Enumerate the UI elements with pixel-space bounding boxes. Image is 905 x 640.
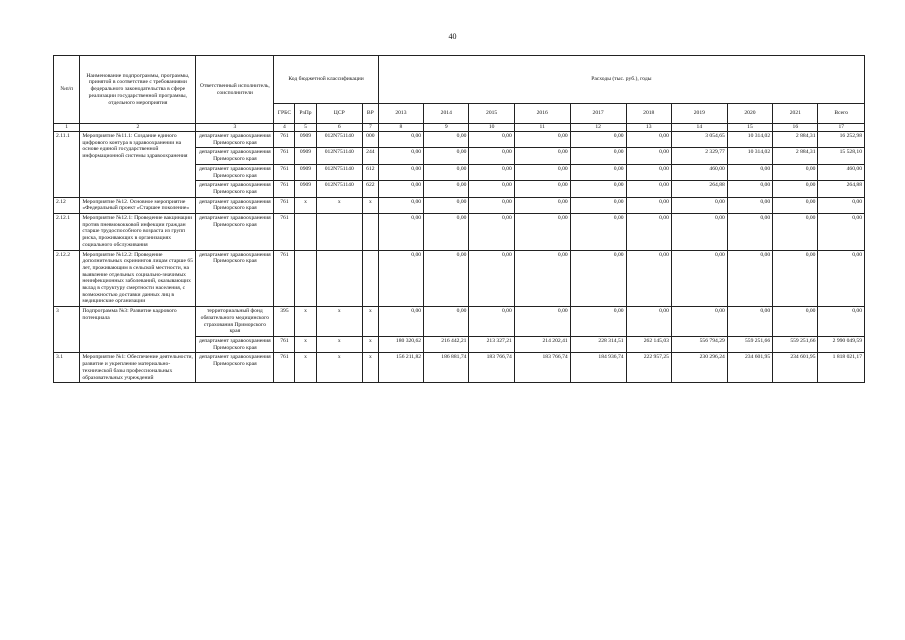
table-row — [54, 250, 865, 307]
row-year-value: 184 936,74 — [570, 353, 626, 383]
row-grbs: 761 — [274, 214, 295, 251]
header-kbk: Код бюджетной классификации — [274, 56, 378, 104]
row-year-value: 0,00 — [570, 164, 626, 180]
row-vr — [362, 214, 378, 251]
row-vr: x — [362, 353, 378, 383]
row-year-value: 0,00 — [727, 307, 772, 337]
column-number: 1 — [54, 124, 80, 132]
row-vr: x — [362, 336, 378, 352]
row-year-value: 0,00 — [626, 307, 671, 337]
row-name: Мероприятие №12.2: Проведение дополнительных скринингов лицам старше 65 лет, проживающим в сельской местности, на выявление отдельных социально-значимых неинфекционных заболеваний, оказывающих вклад в структуру смертности населения, с возможностью доставки данных лиц в медицинские организации — [80, 250, 196, 307]
header-year: 2018 — [626, 104, 671, 124]
row-year-value: 0,00 — [469, 214, 514, 251]
row-year-value: 0,00 — [424, 307, 469, 337]
header-name: Наименование подпрограммы, программы, принятой в соответствие с требованиями федерального законодательства в сфере реализации государственной программы, отдельного мероприятия — [80, 56, 196, 124]
row-year-value: 0,00 — [626, 250, 671, 307]
row-year-value: 180 320,62 — [378, 336, 423, 352]
table-row — [54, 214, 865, 251]
row-vr: 000 — [362, 132, 378, 148]
row-year-value: 0,00 — [514, 307, 570, 337]
row-responsible: департамент здравоохранения Приморского края — [196, 214, 274, 251]
row-grbs: 761 — [274, 164, 295, 180]
row-year-value: 460,00 — [671, 164, 727, 180]
row-year-value: 0,00 — [378, 164, 423, 180]
row-year-value: 0,00 — [469, 250, 514, 307]
header-csr: ЦСР — [316, 104, 362, 124]
header-year: 2019 — [671, 104, 727, 124]
row-year-value: 262 145,03 — [626, 336, 671, 352]
row-total: 15 528,10 — [818, 148, 865, 164]
row-total: 0,00 — [818, 197, 865, 213]
row-year-value: 0,00 — [727, 164, 772, 180]
row-csr: x — [316, 307, 362, 337]
row-year-value: 186 881,74 — [424, 353, 469, 383]
header-expenses: Расходы (тыс. руб.), годы — [378, 56, 864, 104]
header-year: 2020 — [727, 104, 772, 124]
row-year-value: 222 957,25 — [626, 353, 671, 383]
header-year: 2014 — [424, 104, 469, 124]
row-rzpr: 0909 — [295, 148, 316, 164]
header-year: 2013 — [378, 104, 423, 124]
row-year-value: 216 442,21 — [424, 336, 469, 352]
row-year-value: 183 766,74 — [469, 353, 514, 383]
row-year-value: 0,00 — [773, 307, 818, 337]
header-year: 2015 — [469, 104, 514, 124]
row-year-value: 0,00 — [424, 250, 469, 307]
row-total: 460,00 — [818, 164, 865, 180]
budget-table — [53, 55, 865, 383]
row-vr: x — [362, 307, 378, 337]
row-year-value: 0,00 — [469, 181, 514, 197]
page-number: 40 — [448, 32, 457, 41]
row-year-value: 0,00 — [570, 214, 626, 251]
column-number: 13 — [626, 124, 671, 132]
row-rzpr: x — [295, 336, 316, 352]
row-year-value: 0,00 — [773, 250, 818, 307]
row-year-value: 0,00 — [626, 214, 671, 251]
row-responsible: департамент здравоохранения Приморского края — [196, 353, 274, 383]
row-year-value: 0,00 — [773, 197, 818, 213]
row-year-value: 0,00 — [570, 307, 626, 337]
row-rzpr: 0909 — [295, 164, 316, 180]
row-year-value: 0,00 — [570, 197, 626, 213]
row-rzpr — [295, 250, 316, 307]
row-rzpr: 0909 — [295, 181, 316, 197]
column-number: 15 — [727, 124, 772, 132]
row-vr: x — [362, 197, 378, 213]
row-number: 2.11.1 — [54, 132, 80, 198]
row-year-value: 0,00 — [570, 148, 626, 164]
row-csr — [316, 214, 362, 251]
row-responsible: департамент здравоохранения Приморского края — [196, 132, 274, 148]
row-year-value: 213 327,21 — [469, 336, 514, 352]
row-year-value: 234 601,95 — [773, 353, 818, 383]
row-year-value: 0,00 — [727, 181, 772, 197]
row-grbs: 761 — [274, 336, 295, 352]
row-number: 2.12 — [54, 197, 80, 213]
column-number: 4 — [274, 124, 295, 132]
row-year-value: 0,00 — [626, 164, 671, 180]
row-csr: x — [316, 353, 362, 383]
row-csr: 012N751140 — [316, 132, 362, 148]
row-year-value: 183 766,74 — [514, 353, 570, 383]
row-vr: 622 — [362, 181, 378, 197]
row-year-value: 0,00 — [514, 197, 570, 213]
row-year-value: 0,00 — [773, 181, 818, 197]
row-responsible: департамент здравоохранения Приморского края — [196, 148, 274, 164]
table-row — [54, 353, 865, 383]
row-year-value: 2 884,31 — [773, 132, 818, 148]
row-year-value: 2 884,31 — [773, 148, 818, 164]
row-year-value: 0,00 — [469, 197, 514, 213]
header-num: №п/п — [54, 56, 80, 124]
row-vr — [362, 250, 378, 307]
row-year-value: 0,00 — [727, 250, 772, 307]
header-total: Всего — [818, 104, 865, 124]
row-year-value: 0,00 — [469, 164, 514, 180]
row-year-value: 0,00 — [514, 250, 570, 307]
column-number: 5 — [295, 124, 316, 132]
column-number: 12 — [570, 124, 626, 132]
row-responsible: территориальный фонд обязательного медицинского страхования Приморского края — [196, 307, 274, 337]
row-year-value: 0,00 — [378, 250, 423, 307]
row-responsible: департамент здравоохранения Приморского края — [196, 181, 274, 197]
row-responsible: департамент здравоохранения Приморского края — [196, 164, 274, 180]
row-year-value: 230 296,24 — [671, 353, 727, 383]
row-csr: x — [316, 197, 362, 213]
row-csr: 012N751140 — [316, 181, 362, 197]
row-year-value: 0,00 — [514, 181, 570, 197]
row-rzpr — [295, 214, 316, 251]
row-year-value: 0,00 — [727, 197, 772, 213]
row-year-value: 0,00 — [570, 181, 626, 197]
row-year-value: 0,00 — [469, 307, 514, 337]
row-year-value: 0,00 — [626, 197, 671, 213]
row-number: 3 — [54, 307, 80, 353]
row-year-value: 0,00 — [514, 148, 570, 164]
column-number: 10 — [469, 124, 514, 132]
column-number: 7 — [362, 124, 378, 132]
row-grbs: 761 — [274, 132, 295, 148]
row-year-value: 0,00 — [424, 164, 469, 180]
row-year-value: 559 251,66 — [727, 336, 772, 352]
row-name: Мероприятие №1: Обеспечение деятельности, развитие и укрепление материально-технической базы профессиональных образовательных учреждений — [80, 353, 196, 383]
column-number: 8 — [378, 124, 423, 132]
row-csr: x — [316, 336, 362, 352]
table-row — [54, 197, 865, 213]
row-vr: 244 — [362, 148, 378, 164]
row-name: Мероприятие №12. Основное мероприятие «Федеральный проект «Старшее поколение» — [80, 197, 196, 213]
row-year-value: 556 794,29 — [671, 336, 727, 352]
row-year-value: 0,00 — [671, 197, 727, 213]
row-name: Мероприятие №11.1: Создание единого цифрового контура в здравоохранении на основе единой государственной информационной системы здравоохранения — [80, 132, 196, 198]
row-grbs: 761 — [274, 250, 295, 307]
row-rzpr: 0909 — [295, 132, 316, 148]
header-vr: ВР — [362, 104, 378, 124]
row-total: 264,88 — [818, 181, 865, 197]
row-year-value: 0,00 — [378, 197, 423, 213]
row-grbs: 761 — [274, 353, 295, 383]
column-number: 11 — [514, 124, 570, 132]
row-year-value: 0,00 — [514, 164, 570, 180]
row-year-value: 0,00 — [378, 181, 423, 197]
row-year-value: 10 314,02 — [727, 148, 772, 164]
column-number: 16 — [773, 124, 818, 132]
row-vr: 612 — [362, 164, 378, 180]
header-year: 2016 — [514, 104, 570, 124]
row-year-value: 2 329,77 — [671, 148, 727, 164]
row-rzpr: x — [295, 307, 316, 337]
row-year-value: 0,00 — [773, 214, 818, 251]
row-year-value: 3 054,65 — [671, 132, 727, 148]
header-grbs: ГРБС — [274, 104, 295, 124]
row-year-value: 214 202,41 — [514, 336, 570, 352]
row-number: 2.12.2 — [54, 250, 80, 307]
row-total: 1 818 021,17 — [818, 353, 865, 383]
row-year-value: 0,00 — [424, 181, 469, 197]
column-number: 14 — [671, 124, 727, 132]
row-year-value: 0,00 — [626, 181, 671, 197]
table-row — [54, 132, 865, 148]
row-grbs: 761 — [274, 181, 295, 197]
row-csr: 012N751140 — [316, 164, 362, 180]
row-year-value: 0,00 — [671, 214, 727, 251]
row-year-value: 0,00 — [514, 214, 570, 251]
row-year-value: 0,00 — [424, 214, 469, 251]
row-rzpr: x — [295, 197, 316, 213]
row-year-value: 228 314,51 — [570, 336, 626, 352]
column-number: 2 — [80, 124, 196, 132]
row-year-value: 0,00 — [378, 214, 423, 251]
row-year-value: 0,00 — [773, 164, 818, 180]
row-year-value: 0,00 — [469, 148, 514, 164]
row-grbs: 761 — [274, 197, 295, 213]
row-year-value: 0,00 — [378, 307, 423, 337]
row-year-value: 0,00 — [424, 132, 469, 148]
table-body — [54, 132, 865, 383]
column-number: 9 — [424, 124, 469, 132]
header-year: 2017 — [570, 104, 626, 124]
row-year-value: 10 314,02 — [727, 132, 772, 148]
row-number: 3.1 — [54, 353, 80, 383]
row-csr — [316, 250, 362, 307]
header-responsible: Ответственный исполнитель, соисполнители — [196, 56, 274, 124]
column-number: 6 — [316, 124, 362, 132]
row-year-value: 0,00 — [570, 132, 626, 148]
row-total: 0,00 — [818, 307, 865, 337]
row-total: 0,00 — [818, 250, 865, 307]
row-year-value: 0,00 — [378, 132, 423, 148]
row-year-value: 0,00 — [671, 250, 727, 307]
row-responsible: департамент здравоохранения Приморского края — [196, 336, 274, 352]
row-total: 2 990 049,59 — [818, 336, 865, 352]
row-name: Подпрограмма №3: Развитие кадрового потенциала — [80, 307, 196, 353]
row-year-value: 0,00 — [671, 307, 727, 337]
column-number: 3 — [196, 124, 274, 132]
row-responsible: департамент здравоохранения Приморского края — [196, 250, 274, 307]
row-year-value: 0,00 — [626, 148, 671, 164]
row-year-value: 559 251,66 — [773, 336, 818, 352]
row-rzpr: x — [295, 353, 316, 383]
row-grbs: 395 — [274, 307, 295, 337]
row-total: 16 252,98 — [818, 132, 865, 148]
row-year-value: 0,00 — [424, 148, 469, 164]
table-row — [54, 307, 865, 337]
row-year-value: 264,88 — [671, 181, 727, 197]
row-year-value: 0,00 — [378, 148, 423, 164]
row-year-value: 0,00 — [514, 132, 570, 148]
row-year-value: 0,00 — [469, 132, 514, 148]
row-csr: 012N751140 — [316, 148, 362, 164]
row-year-value: 0,00 — [424, 197, 469, 213]
header-rzpr: РзПр — [295, 104, 316, 124]
column-number: 17 — [818, 124, 865, 132]
row-name: Мероприятие №12.1: Проведение вакцинации против пневмококковой инфекции граждан старше трудоспособного возраста из групп риска, проживающих в организациях социального обслуживания — [80, 214, 196, 251]
header-year: 2021 — [773, 104, 818, 124]
row-number: 2.12.1 — [54, 214, 80, 251]
row-year-value: 0,00 — [626, 132, 671, 148]
row-responsible: департамент здравоохранения Приморского края — [196, 197, 274, 213]
row-year-value: 0,00 — [570, 250, 626, 307]
column-number-row — [54, 124, 865, 132]
row-total: 0,00 — [818, 214, 865, 251]
row-grbs: 761 — [274, 148, 295, 164]
row-year-value: 0,00 — [727, 214, 772, 251]
row-year-value: 234 601,95 — [727, 353, 772, 383]
row-year-value: 156 211,82 — [378, 353, 423, 383]
